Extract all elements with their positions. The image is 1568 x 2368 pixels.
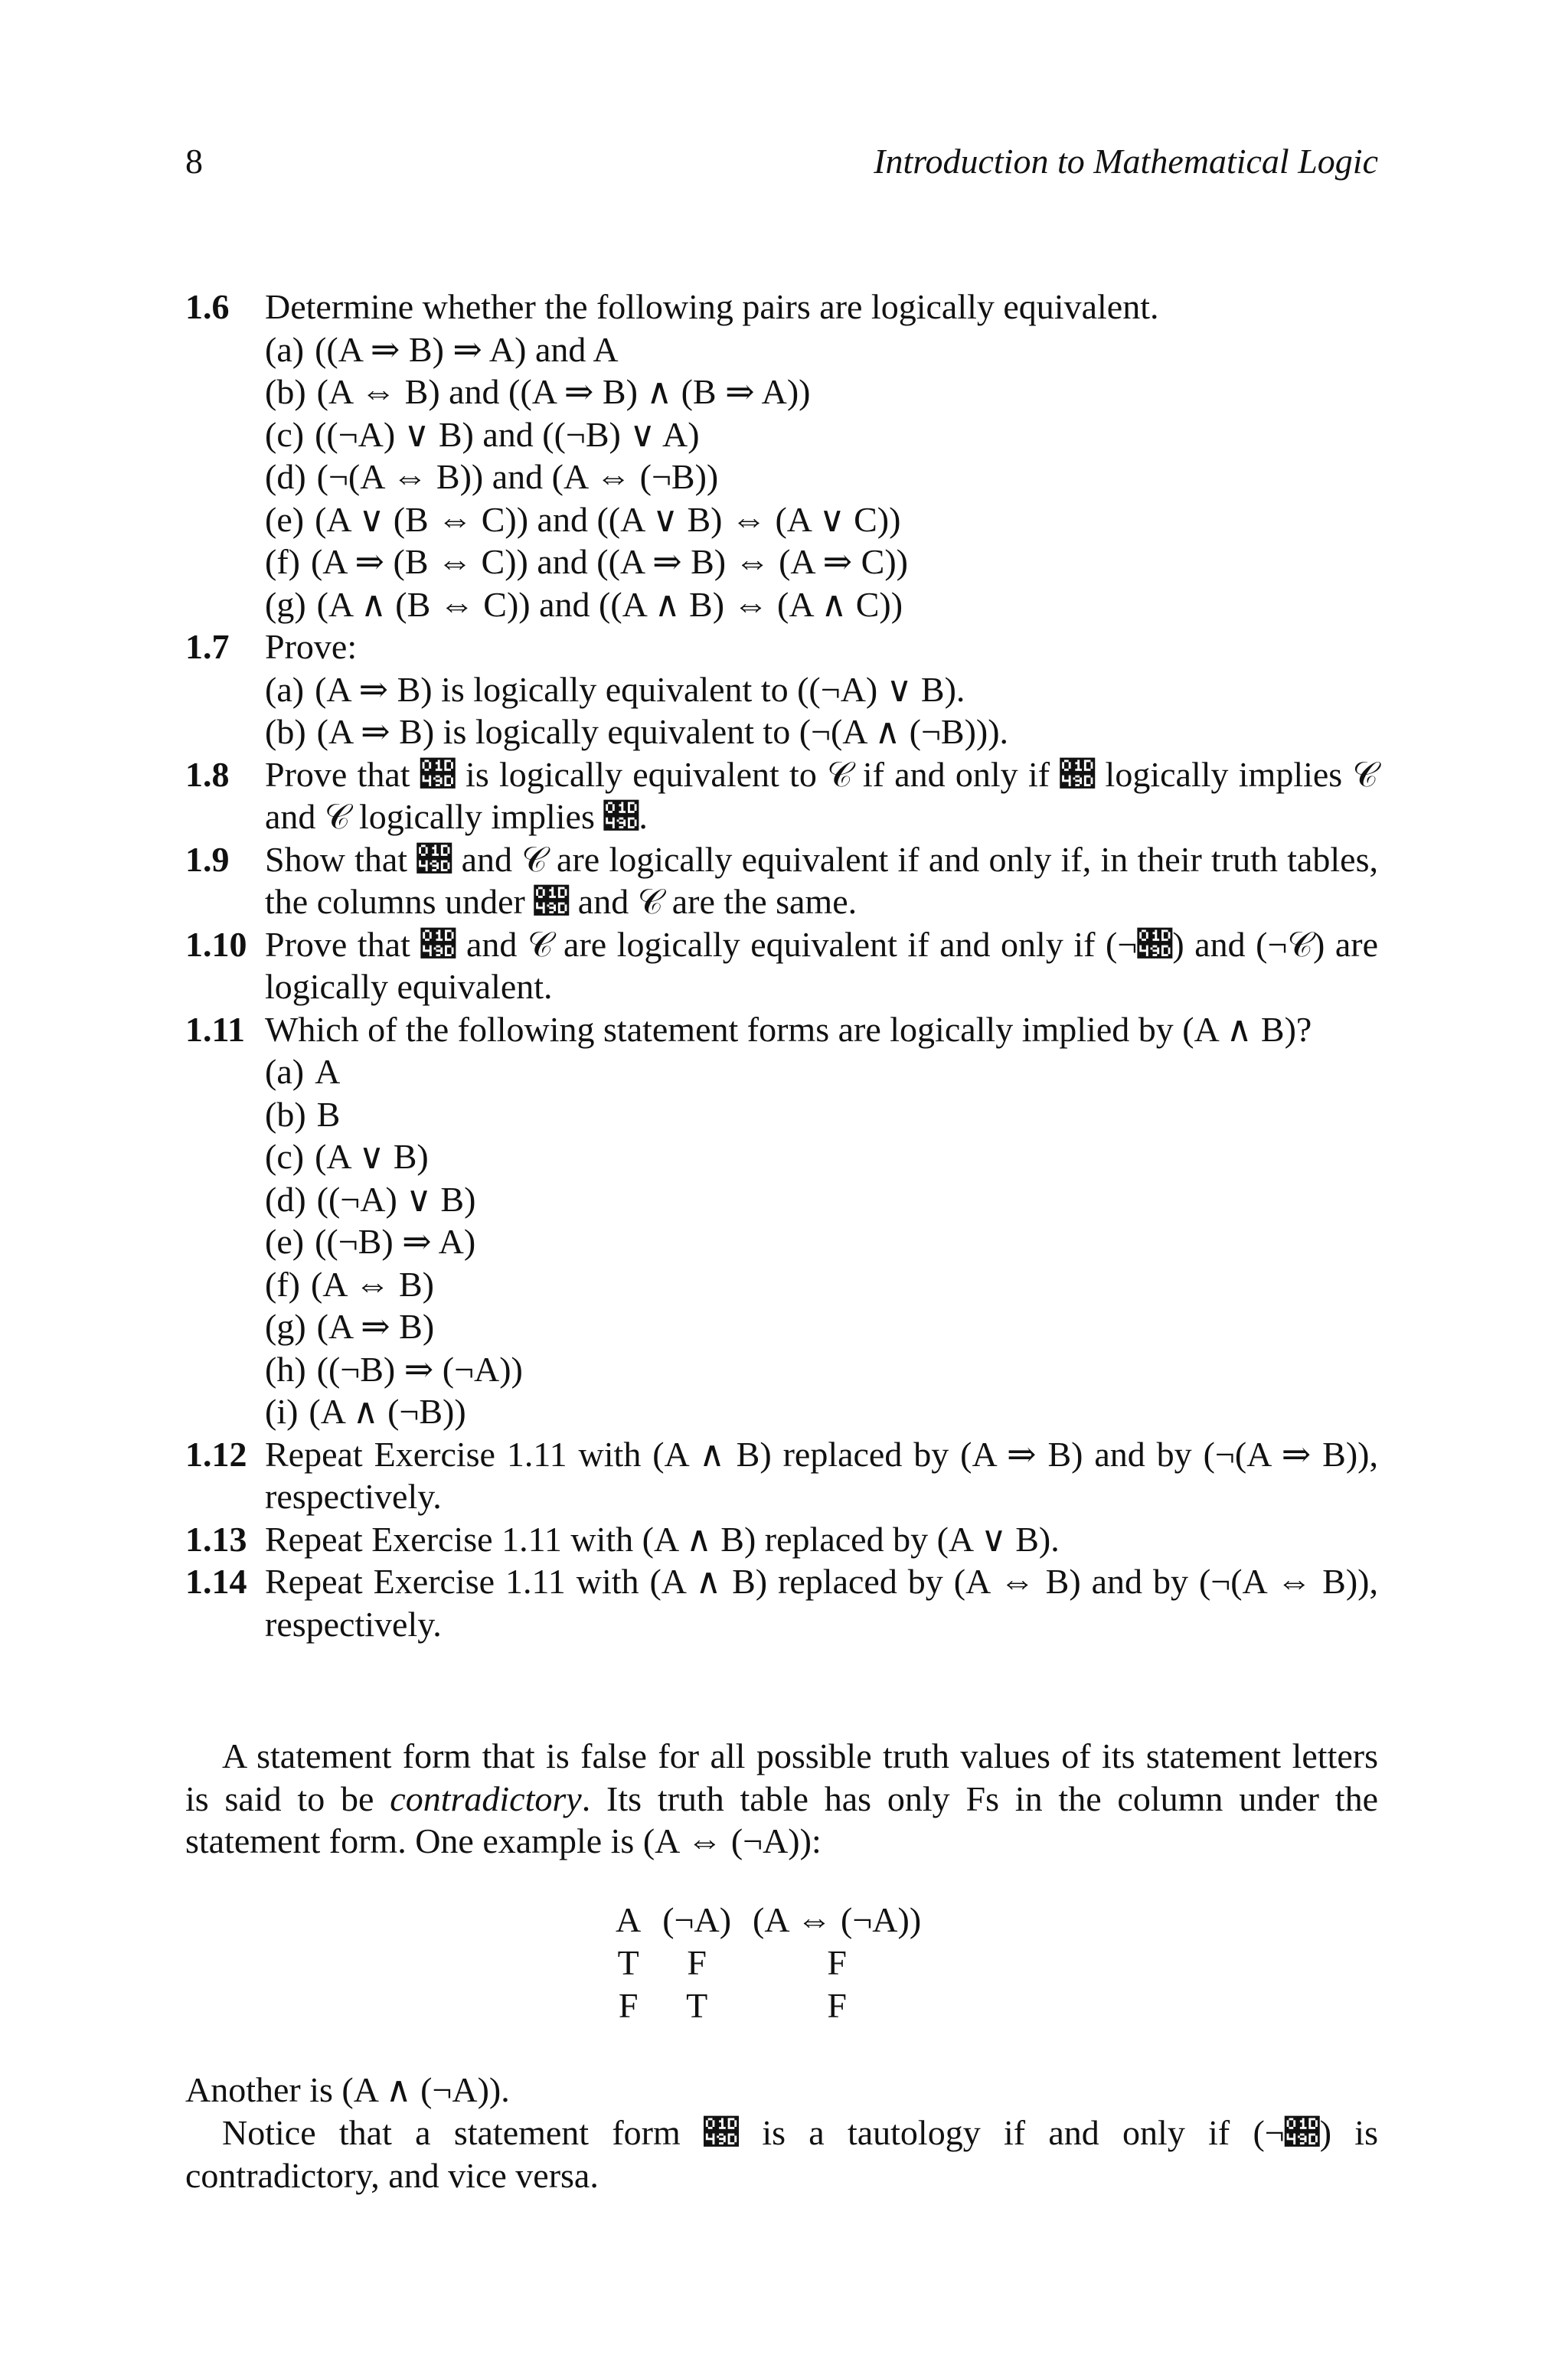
exercise-number: 1.7 [185, 627, 230, 666]
item-label: (g) [265, 1307, 306, 1346]
paragraph-text: A statement form that is false for all possible truth values of its statement letters is said to be [185, 1736, 1378, 1818]
exercise-1-12 [185, 1433, 1378, 1518]
item-label: (g) [265, 584, 306, 624]
exercise-item [265, 1348, 1378, 1391]
contradictory-paragraph [185, 1735, 1378, 1863]
exercise-1-10 [185, 923, 1378, 1008]
exercise-1-14 [185, 1560, 1378, 1645]
item-label: (f) [265, 1264, 300, 1304]
exercise-item [265, 371, 1378, 413]
truth-table-header: A [616, 1900, 642, 1939]
exercise-item [265, 1178, 1378, 1221]
exercise-item [265, 668, 1378, 711]
item-label: (e) [265, 499, 305, 539]
item-text: (A ⇒ B) [316, 1307, 435, 1346]
item-text: B [316, 1094, 341, 1134]
item-label: (a) [265, 669, 305, 709]
truth-table-cell: F [618, 1986, 639, 2025]
exercise-item [265, 1263, 1378, 1306]
exercise-number: 1.10 [185, 924, 247, 964]
exercise-1-7 [185, 625, 1378, 753]
exercise-text: Repeat Exercise 1.11 with (A ∧ B) replaced by (A ⇒ B) and by (¬(A ⇒ B)), respectively. [265, 1434, 1378, 1516]
exercise-text: Determine whether the following pairs are logically equivalent. [265, 287, 1159, 326]
page-number: 8 [185, 142, 203, 181]
exercise-number: 1.9 [185, 839, 230, 879]
truth-table-cell: T [617, 1943, 639, 1982]
exercise-items [265, 328, 1378, 626]
exercise-1-9 [185, 838, 1378, 923]
item-text: (A ∧ (¬B)) [309, 1392, 466, 1431]
exercise-number: 1.14 [185, 1562, 247, 1601]
item-text: (A ∨ (B ⇔ C)) and ((A ∨ B) ⇔ (A ∨ C)) [315, 499, 901, 539]
item-label: (b) [265, 712, 306, 751]
item-text: (A ∧ (B ⇔ C)) and ((A ∧ B) ⇔ (A ∧ C)) [316, 584, 903, 624]
item-text: (A ⇒ B) is logically equivalent to (¬(A ∧ (¬B))). [316, 712, 1009, 751]
item-label: (b) [265, 372, 306, 411]
item-text: (A ∨ B) [315, 1137, 429, 1176]
item-label: (d) [265, 1179, 306, 1219]
item-text: (A ⇒ B) is logically equivalent to ((¬A) ∨ B). [315, 669, 965, 709]
exercise-item [265, 583, 1378, 626]
exercise-text: Repeat Exercise 1.11 with (A ∧ B) replaced by (A ∨ B). [265, 1519, 1060, 1559]
item-text: ((A ⇒ B) ⇒ A) and A [315, 329, 619, 369]
exercise-number: 1.6 [185, 287, 230, 326]
item-label: (i) [265, 1392, 299, 1431]
truth-table-header: (¬A) [662, 1900, 732, 1939]
item-label: (b) [265, 1094, 306, 1134]
item-label: (c) [265, 414, 305, 454]
truth-table-cell: F [827, 1986, 847, 2025]
item-text: (A ⇔ B) and ((A ⇒ B) ∧ (B ⇒ A)) [316, 372, 811, 411]
item-label: (f) [265, 542, 300, 581]
exercise-1-6 [185, 286, 1378, 625]
exercise-text: Prove: [265, 627, 358, 666]
exercise-item [265, 328, 1378, 371]
emphasized-term: contradictory [390, 1778, 582, 1818]
exercise-number: 1.13 [185, 1519, 247, 1559]
exercise-item [265, 1093, 1378, 1136]
exercise-item [265, 498, 1378, 541]
exercise-text: Prove that 𝒝 is logically equivalent to 𝒞 if and only if 𝒝 logically implies 𝒞 and 𝒞 logically implies 𝒝. [265, 754, 1378, 836]
exercise-items [265, 668, 1378, 753]
item-text: ((¬A) ∨ B) [316, 1179, 476, 1219]
paragraph-text: Notice that a statement form 𝒝 is a tautology if and only if (¬𝒝) is contradictory, and vice versa. [185, 2113, 1378, 2195]
another-example: Another is (A ∧ (¬A)). [185, 2070, 510, 2109]
exercise-1-11 [185, 1008, 1378, 1433]
truth-table [605, 1899, 932, 2027]
exercise-items [265, 1050, 1378, 1433]
paragraph-text: . Its truth table has only Fs in the column under the statement form. One example is (A ⇔ (¬A)): [185, 1778, 1378, 1860]
exercise-1-8 [185, 753, 1378, 838]
exercise-item [265, 1305, 1378, 1348]
item-text: (¬(A ⇔ B)) and (A ⇔ (¬B)) [316, 457, 719, 496]
item-text: ((¬A) ∨ B) and ((¬B) ∨ A) [315, 414, 700, 454]
exercise-item [265, 1050, 1378, 1093]
exercise-text: Show that 𝒝 and 𝒞 are logically equivalent if and only if, in their truth tables, the columns under 𝒝 and 𝒞 are the same. [265, 839, 1378, 921]
exercise-text: Prove that 𝒝 and 𝒞 are logically equivalent if and only if (¬𝒝) and (¬𝒞) are logically equivalent. [265, 924, 1378, 1006]
truth-table-header-row [605, 1899, 932, 1942]
exercise-item [265, 1220, 1378, 1263]
item-text: ((¬B) ⇒ (¬A)) [316, 1349, 523, 1389]
tautology-paragraph [185, 2112, 1378, 2197]
truth-table-row [605, 1984, 932, 2027]
item-label: (c) [265, 1137, 305, 1176]
truth-table-cell: T [686, 1986, 708, 2025]
item-label: (a) [265, 329, 305, 369]
exercise-number: 1.8 [185, 754, 230, 794]
truth-table-header: (A ⇔ (¬A)) [753, 1900, 922, 1939]
page-header [185, 141, 1378, 187]
truth-table-row [605, 1942, 932, 1984]
item-text: ((¬B) ⇒ A) [315, 1222, 476, 1261]
item-label: (h) [265, 1349, 306, 1389]
exercise-text: Repeat Exercise 1.11 with (A ∧ B) replaced by (A ⇔ B) and by (¬(A ⇔ B)), respectively. [265, 1562, 1378, 1644]
exercise-item [265, 541, 1378, 583]
exercise-1-13 [185, 1518, 1378, 1561]
exercise-item [265, 456, 1378, 498]
item-label: (d) [265, 457, 306, 496]
item-text: (A ⇒ (B ⇔ C)) and ((A ⇒ B) ⇔ (A ⇒ C)) [310, 542, 908, 581]
exercise-number: 1.12 [185, 1434, 247, 1474]
exercise-number: 1.11 [185, 1009, 245, 1049]
item-label: (a) [265, 1052, 305, 1091]
item-label: (e) [265, 1222, 305, 1261]
exercise-item [265, 1390, 1378, 1433]
truth-table-cell: F [687, 1943, 707, 1982]
truth-table-cell: F [827, 1943, 847, 1982]
exercise-item [265, 413, 1378, 456]
item-text: (A ⇔ B) [310, 1264, 434, 1304]
exercise-list [185, 286, 1378, 1645]
exercise-text: Which of the following statement forms are logically implied by (A ∧ B)? [265, 1009, 1312, 1049]
item-text: A [315, 1052, 341, 1091]
exercise-item [265, 710, 1378, 753]
running-title: Introduction to Mathematical Logic [874, 142, 1378, 181]
exercise-item [265, 1135, 1378, 1178]
